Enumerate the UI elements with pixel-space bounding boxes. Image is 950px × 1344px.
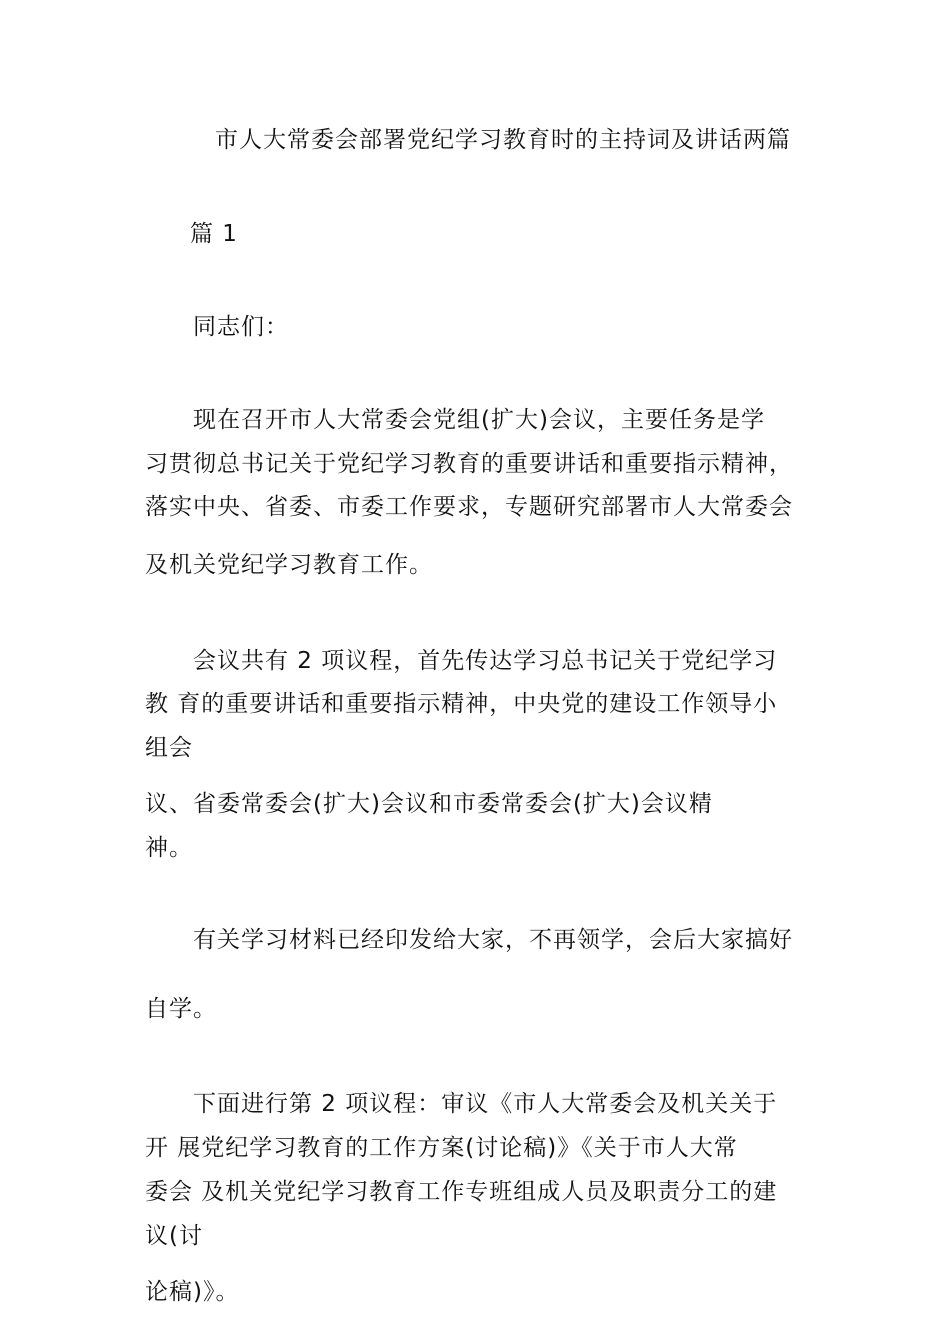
paragraph-line: 神。 [145,835,193,861]
salutation: 同志们： [193,314,289,340]
paragraph-line: 有关学习材料已经印发给大家，不再领学，会后大家搞好 [193,927,793,953]
paragraph-line: 议、省委常委会(扩大)会议和市委常委会(扩大)会议精 [145,791,713,817]
paragraph-line: 下面进行第 2 项议程：审议《市人大常委会及机关关于 [193,1091,778,1117]
paragraph-line: 论稿)》。 [145,1279,240,1305]
paragraph-line: 组会 [145,735,193,761]
paragraph-line: 习贯彻总书记关于党纪学习教育的重要讲话和重要指示精神， [145,451,793,477]
paragraph-line: 落实中央、省委、市委工作要求，专题研究部署市人大常委会 [145,494,793,520]
section-heading: 篇 1 [190,221,238,247]
paragraph-line: 自学。 [145,996,217,1022]
paragraph-line: 会议共有 2 项议程，首先传达学习总书记关于党纪学习 [193,648,778,674]
paragraph-line: 委会 及机关党纪学习教育工作专班组成人员及职责分工的建 [145,1179,778,1205]
paragraph-line: 及机关党纪学习教育工作。 [145,552,433,578]
paragraph-line: 议(讨 [145,1223,203,1249]
paragraph-line: 现在召开市人大常委会党组(扩大)会议，主要任务是学 [193,407,765,433]
paragraph-line: 教 育的重要讲话和重要指示精神，中央党的建设工作领导小 [145,691,778,717]
paragraph-line: 开 展党纪学习教育的工作方案(讨论稿)》《关于市人大常 [145,1135,738,1161]
document-title: 市人大常委会部署党纪学习教育时的主持词及讲话两篇 [215,127,791,153]
